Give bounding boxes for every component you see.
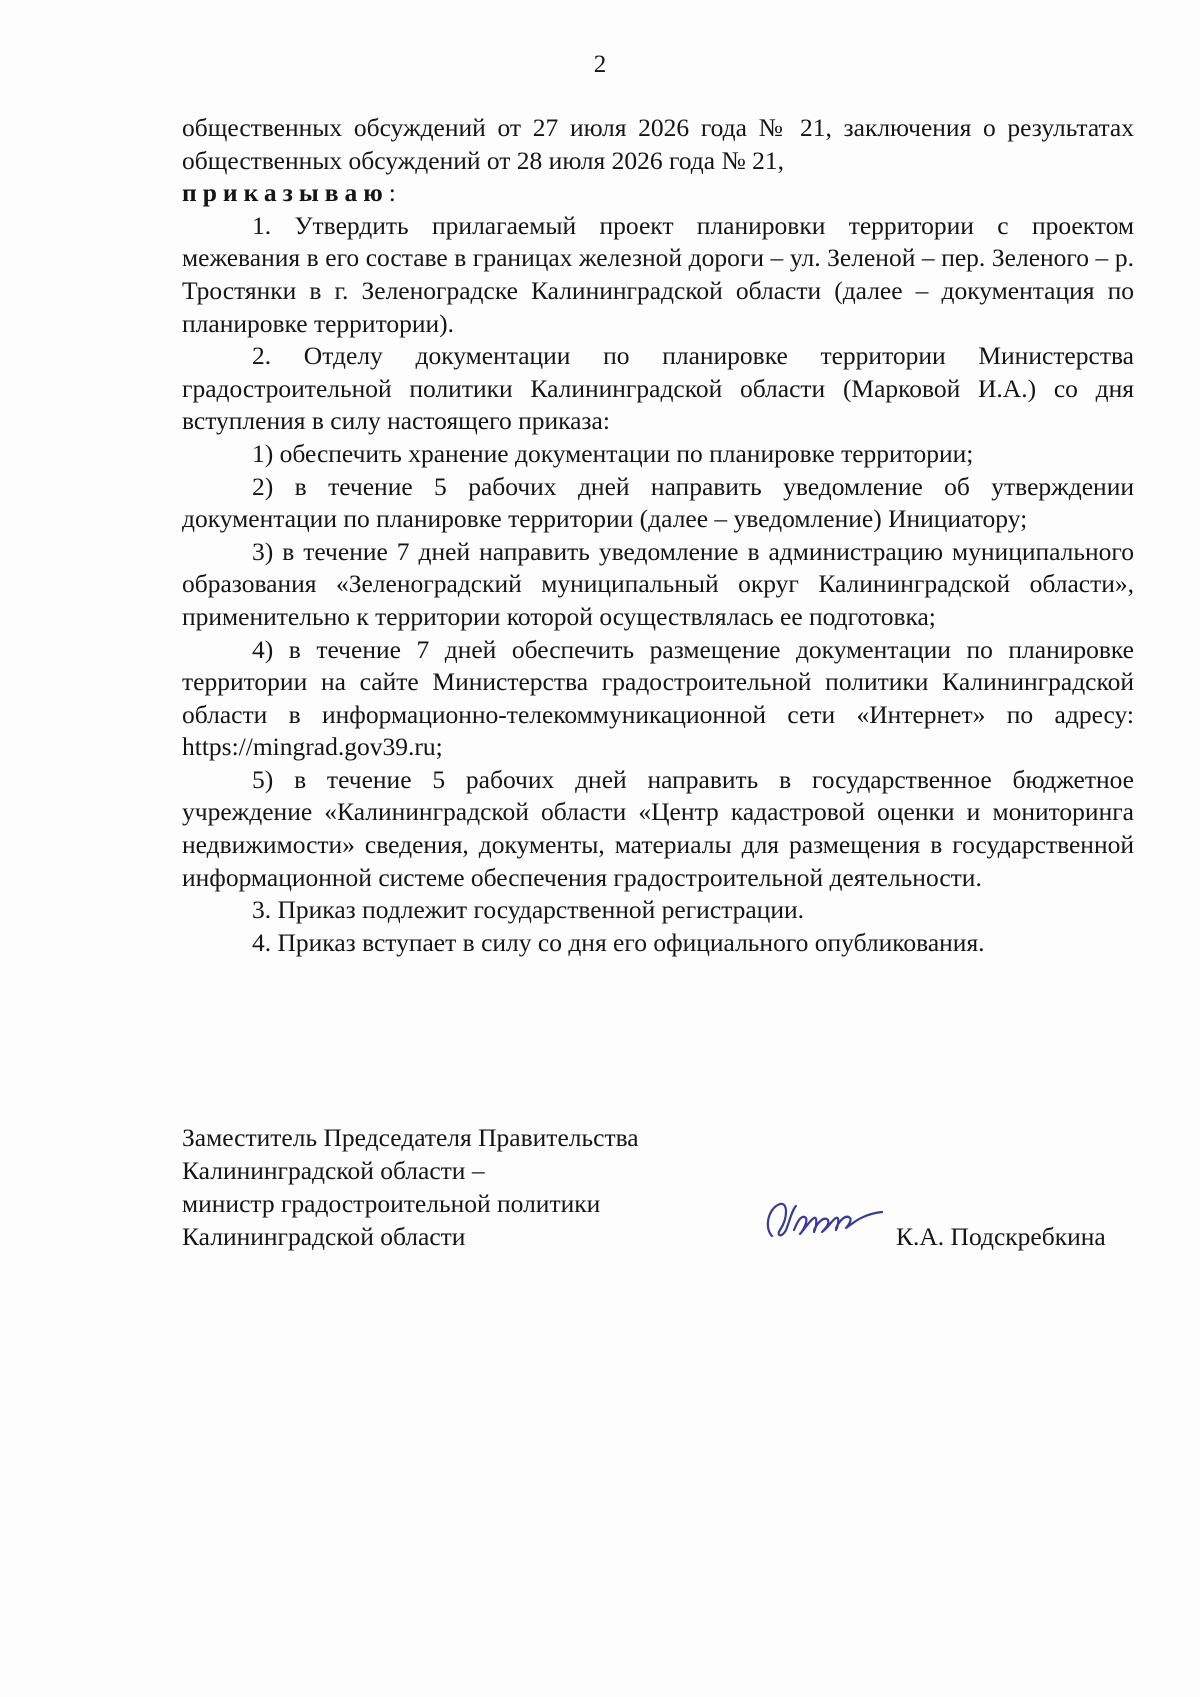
handwritten-signature [758, 1190, 888, 1250]
subitem-notify-initiator: 2) в течение 5 рабочих дней направить уведомление об утверждении документации по планировке территории (далее – уведомление) Инициатору; [182, 471, 1134, 534]
item-approve: 1. Утвердить прилагаемый проект планировки территории с проектом межевания в его составе в границах железной дороги – ул. Зеленой – пер. Зеленого – р. Тростянки в г. Зеленоградске Калининградской области (далее – документация по планировке территории). [182, 210, 1134, 338]
position-line: Калининградской области – [182, 1156, 485, 1185]
subitem-publish-website: 4) в течение 7 дней обеспечить размещение документации по планировке территории на сайте Министерства градостроительной политики Калининградской области в информационно-телекоммуникационной сети «Интернет» по адресу: https://mingrad.gov39.ru; [182, 634, 1134, 762]
page-number: 2 [593, 51, 607, 78]
order-colon: : [388, 178, 396, 208]
signature-stroke [814, 1218, 838, 1232]
item-registration: 3. Приказ подлежит государственной регистрации. [252, 895, 804, 925]
signature-block [182, 1121, 1134, 1253]
order-word: приказываю [182, 178, 389, 208]
signature-stroke [768, 1204, 796, 1236]
intro-text: общественных обсуждений от 27 июля 2026 года № 21, заключения о результатах общественных обсуждений от 28 июля 2026 года № 21, [182, 113, 1134, 175]
signatory-name: К.А. Подскребкина [896, 1222, 1106, 1251]
position-line: Калининградской области [182, 1222, 466, 1251]
document-body [182, 112, 1134, 959]
position-line: Заместитель Председателя Правительства [182, 1123, 639, 1152]
subitem-cadastral-center: 5) в течение 5 рабочих дней направить в государственное бюджетное учреждение «Калининградской области «Центр кадастровой оценки и мониторинга недвижимости» сведения, документы, материалы для размещения в государственной информационной системе обеспечения градостроительной деятельности. [182, 764, 1134, 892]
subitem-notify-administration: 3) в течение 7 дней направить уведомление в администрацию муниципального образования «Зеленоградский муниципальный округ Калининградской области», применительно к территории которой осуществлялась ее подготовка; [182, 536, 1134, 631]
subitem-storage: 1) обеспечить хранение документации по планировке территории; [252, 438, 974, 468]
item-department: 2. Отделу документации по планировке территории Министерства градостроительной политики Калининградской области (Марковой И.А.) со дня вступления в силу настоящего приказа: [182, 341, 1134, 436]
position-line: министр градостроительной политики [182, 1189, 601, 1218]
intro-paragraph [182, 112, 1134, 210]
signature-stroke [794, 1217, 816, 1234]
item-effective: 4. Приказ вступает в силу со дня его официального опубликования. [252, 927, 985, 957]
signature-stroke [836, 1212, 882, 1228]
